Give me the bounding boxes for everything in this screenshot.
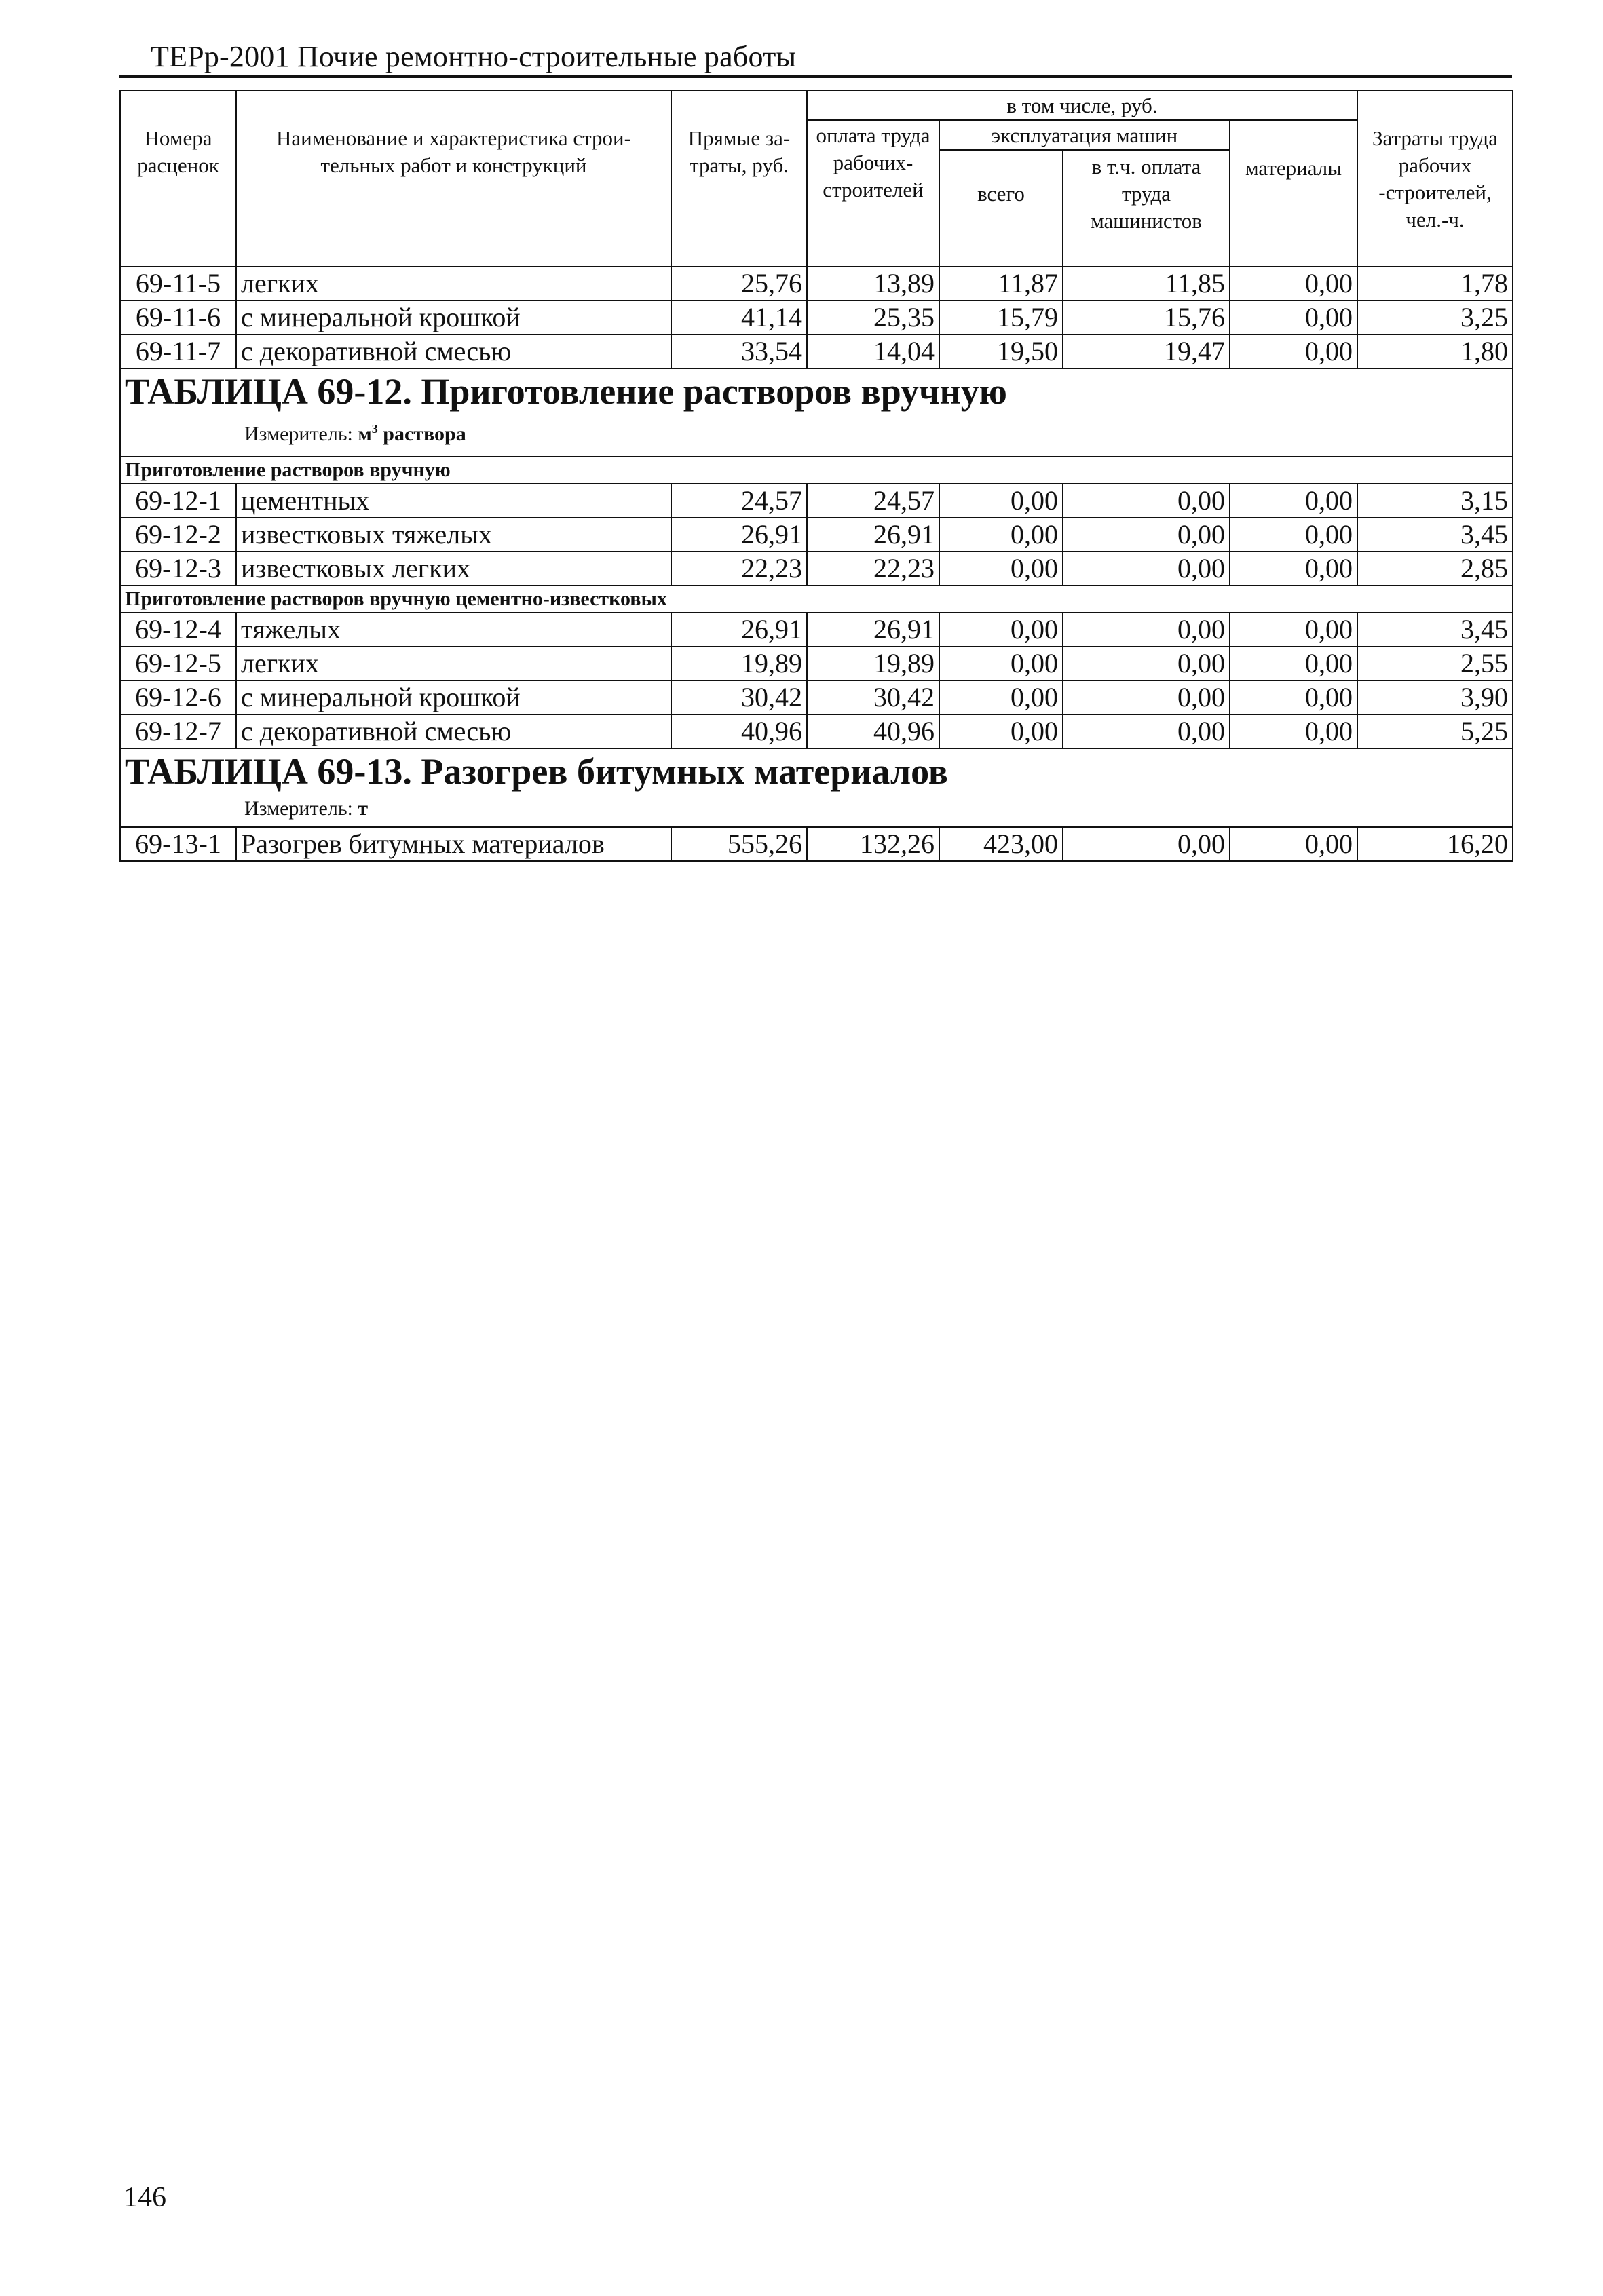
cell-name: с минеральной крошкой [236, 301, 671, 334]
cell-name: с декоративной смесью [236, 714, 671, 748]
cell-code: 69-13-1 [120, 827, 236, 861]
cell-labor: 22,23 [807, 552, 939, 586]
col-header-machinists-labor: в т.ч. оплата труда машинистов [1063, 150, 1230, 267]
col-header-name: Наименование и характеристика строи-тельных работ и конструкций [236, 90, 671, 267]
cell-machlab: 0,00 [1063, 552, 1230, 586]
table-69-13-title-cell [120, 748, 1513, 827]
cell-name: с минеральной крошкой [236, 681, 671, 714]
cell-code: 69-12-5 [120, 647, 236, 681]
cell-mat: 0,00 [1230, 484, 1357, 518]
cell-hours: 3,15 [1357, 484, 1513, 518]
cell-labor: 26,91 [807, 518, 939, 552]
cell-mat: 0,00 [1230, 334, 1357, 368]
cell-name: Разогрев битумных материалов [236, 827, 671, 861]
col-header-incl-group: в том числе, руб. [807, 90, 1357, 120]
col-header-machines-total: всего [939, 150, 1063, 267]
cell-labor: 19,89 [807, 647, 939, 681]
cell-direct: 26,91 [671, 613, 807, 647]
table-69-12-section2 [120, 586, 1513, 613]
cell-mach: 0,00 [939, 714, 1063, 748]
cell-machlab: 19,47 [1063, 334, 1230, 368]
cell-code: 69-12-7 [120, 714, 236, 748]
cell-mat: 0,00 [1230, 827, 1357, 861]
cell-code: 69-11-7 [120, 334, 236, 368]
cell-mat: 0,00 [1230, 301, 1357, 334]
cell-mat: 0,00 [1230, 518, 1357, 552]
cell-mach: 0,00 [939, 681, 1063, 714]
cell-direct: 24,57 [671, 484, 807, 518]
cell-machlab: 11,85 [1063, 267, 1230, 301]
cell-hours: 3,45 [1357, 518, 1513, 552]
table-row [120, 334, 1513, 368]
cell-machlab: 15,76 [1063, 301, 1230, 334]
cell-name: известковых легких [236, 552, 671, 586]
cell-mach: 0,00 [939, 518, 1063, 552]
header-rule [119, 75, 1512, 78]
rates-table [119, 90, 1513, 862]
cell-mat: 0,00 [1230, 613, 1357, 647]
cell-code: 69-12-6 [120, 681, 236, 714]
page-header: ТЕРр-2001 Почие ремонтно-строительные работы [151, 40, 797, 73]
cell-code: 69-12-3 [120, 552, 236, 586]
cell-mach: 15,79 [939, 301, 1063, 334]
cell-direct: 41,14 [671, 301, 807, 334]
section-heading: Приготовление растворов вручную цементно-известковых [120, 586, 1513, 613]
table-row [120, 827, 1513, 861]
cell-name: с декоративной смесью [236, 334, 671, 368]
table-row [120, 267, 1513, 301]
cell-hours: 3,45 [1357, 613, 1513, 647]
cell-machlab: 0,00 [1063, 827, 1230, 861]
cell-hours: 2,85 [1357, 552, 1513, 586]
cell-machlab: 0,00 [1063, 484, 1230, 518]
cell-mat: 0,00 [1230, 681, 1357, 714]
col-header-labor-costs: Затраты труда рабочих -строителей, чел.-ч. [1357, 90, 1513, 267]
table-row [120, 301, 1513, 334]
cell-direct: 25,76 [671, 267, 807, 301]
cell-labor: 26,91 [807, 613, 939, 647]
cell-mach: 423,00 [939, 827, 1063, 861]
cell-hours: 2,55 [1357, 647, 1513, 681]
col-header-code: Номера расценок [120, 90, 236, 267]
cell-labor: 30,42 [807, 681, 939, 714]
cell-name: цементных [236, 484, 671, 518]
table-row [120, 484, 1513, 518]
cell-name: тяжелых [236, 613, 671, 647]
cell-machlab: 0,00 [1063, 613, 1230, 647]
cell-name: легких [236, 647, 671, 681]
cell-code: 69-12-2 [120, 518, 236, 552]
table-69-13-measure: Измеритель: т [244, 797, 369, 820]
cell-mach: 0,00 [939, 552, 1063, 586]
cell-code: 69-12-1 [120, 484, 236, 518]
col-header-labor: оплата труда рабочих-строителей [807, 120, 939, 267]
cell-labor: 24,57 [807, 484, 939, 518]
cell-name: известковых тяжелых [236, 518, 671, 552]
table-row [120, 613, 1513, 647]
cell-labor: 40,96 [807, 714, 939, 748]
cell-mach: 11,87 [939, 267, 1063, 301]
cell-direct: 22,23 [671, 552, 807, 586]
cell-machlab: 0,00 [1063, 681, 1230, 714]
cell-machlab: 0,00 [1063, 647, 1230, 681]
table-row [120, 647, 1513, 681]
table-69-13-title: ТАБЛИЦА 69-13. Разогрев битумных материалов [125, 751, 948, 792]
table-row [120, 518, 1513, 552]
cell-hours: 1,80 [1357, 334, 1513, 368]
cell-direct: 555,26 [671, 827, 807, 861]
cell-mach: 0,00 [939, 613, 1063, 647]
cell-code: 69-12-4 [120, 613, 236, 647]
table-69-12-measure: Измеритель: $м^3$ раствора [244, 422, 466, 445]
table-row [120, 681, 1513, 714]
cell-direct: 30,42 [671, 681, 807, 714]
cell-direct: 26,91 [671, 518, 807, 552]
rows-top [120, 267, 1513, 368]
cell-hours: 1,78 [1357, 267, 1513, 301]
cell-mat: 0,00 [1230, 714, 1357, 748]
page-number: 146 [124, 2182, 166, 2213]
table-69-12-title: ТАБЛИЦА 69-12. Приготовление растворов вручную [125, 371, 1007, 412]
table-69-12-title-cell [120, 368, 1513, 457]
cell-code: 69-11-6 [120, 301, 236, 334]
table-row [120, 552, 1513, 586]
section-heading: Приготовление растворов вручную [120, 457, 1513, 484]
cell-hours: 5,25 [1357, 714, 1513, 748]
cell-mach: 19,50 [939, 334, 1063, 368]
cell-hours: 3,25 [1357, 301, 1513, 334]
table-69-12 [120, 368, 1513, 484]
cell-hours: 16,20 [1357, 827, 1513, 861]
rows-12b [120, 613, 1513, 748]
cell-direct: 19,89 [671, 647, 807, 681]
cell-labor: 25,35 [807, 301, 939, 334]
cell-direct: 40,96 [671, 714, 807, 748]
cell-mat: 0,00 [1230, 267, 1357, 301]
cell-mach: 0,00 [939, 647, 1063, 681]
table-row [120, 714, 1513, 748]
cell-mat: 0,00 [1230, 552, 1357, 586]
col-header-direct: Прямые за-траты, руб. [671, 90, 807, 267]
cell-machlab: 0,00 [1063, 714, 1230, 748]
cell-labor: 13,89 [807, 267, 939, 301]
cell-mat: 0,00 [1230, 647, 1357, 681]
cell-code: 69-11-5 [120, 267, 236, 301]
cell-direct: 33,54 [671, 334, 807, 368]
cell-machlab: 0,00 [1063, 518, 1230, 552]
cell-labor: 14,04 [807, 334, 939, 368]
col-header-materials: материалы [1230, 120, 1357, 267]
col-header-machines-group: эксплуатация машин [939, 120, 1230, 150]
rows-13 [120, 827, 1513, 861]
table-69-13 [120, 748, 1513, 827]
rows-12a [120, 484, 1513, 586]
cell-hours: 3,90 [1357, 681, 1513, 714]
cell-mach: 0,00 [939, 484, 1063, 518]
cell-name: легких [236, 267, 671, 301]
cell-labor: 132,26 [807, 827, 939, 861]
